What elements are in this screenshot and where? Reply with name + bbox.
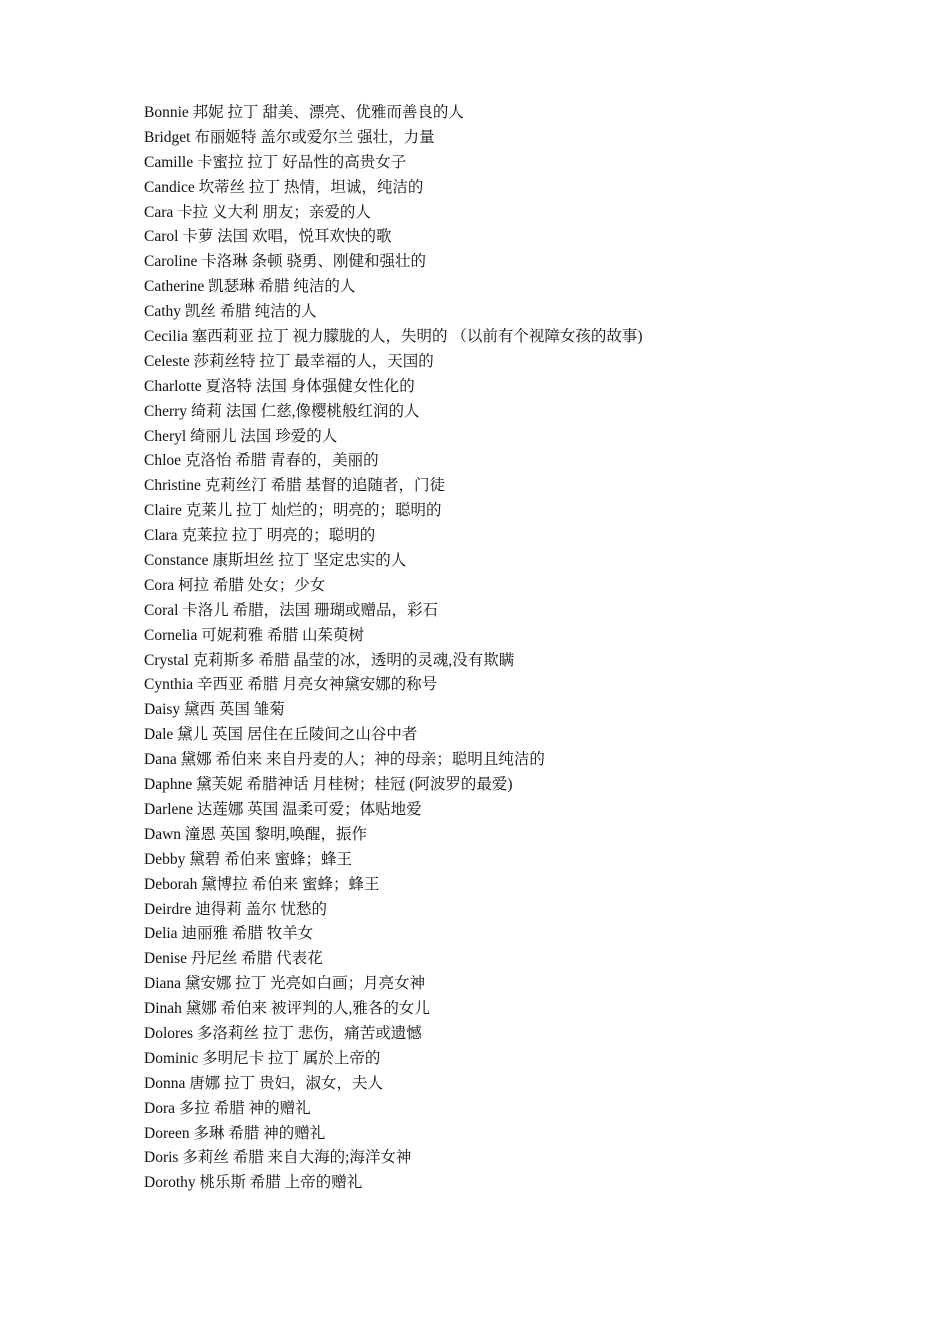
- list-item: Doreen 多琳 希腊 神的赠礼: [144, 1124, 326, 1142]
- list-item: Cornelia 可妮莉雅 希腊 山茱萸树: [144, 626, 364, 644]
- list-item: Cora 柯拉 希腊 处女；少女: [144, 576, 326, 594]
- list-item: Celeste 莎莉丝特 拉丁 最幸福的人，天国的: [144, 352, 434, 370]
- list-item: Candice 坎蒂丝 拉丁 热情，坦诚，纯洁的: [144, 178, 424, 196]
- list-item: Dawn 潼恩 英国 黎明,唤醒，振作: [144, 825, 368, 843]
- list-item: Dominic 多明尼卡 拉丁 属於上帝的: [144, 1049, 381, 1067]
- list-item: Cathy 凯丝 希腊 纯洁的人: [144, 303, 317, 321]
- list-item: Cynthia 辛西亚 希腊 月亮女神黛安娜的称号: [144, 676, 438, 694]
- list-item: Daisy 黛西 英国 雏菊: [144, 701, 285, 719]
- list-item: Bridget 布丽姬特 盖尔或爱尔兰 强壮，力量: [144, 128, 435, 146]
- list-item: Clara 克莱拉 拉丁 明亮的；聪明的: [144, 527, 376, 545]
- list-item: Dana 黛娜 希伯来 来自丹麦的人；神的母亲；聪明且纯洁的: [144, 751, 545, 769]
- list-item: Catherine 凯瑟琳 希腊 纯洁的人: [144, 278, 356, 296]
- list-item: Cecilia 塞西莉亚 拉丁 视力朦胧的人，失明的 （以前有个视障女孩的故事): [144, 328, 643, 346]
- list-item: Dinah 黛娜 希伯来 被评判的人,雅各的女儿: [144, 1000, 430, 1018]
- list-item: Coral 卡洛儿 希腊，法国 珊瑚或赠品，彩石: [144, 601, 439, 619]
- list-item: Charlotte 夏洛特 法国 身体强健女性化的: [144, 377, 415, 395]
- list-item: Christine 克莉丝汀 希腊 基督的追随者，门徒: [144, 477, 445, 495]
- list-item: Delia 迪丽雅 希腊 牧羊女: [144, 925, 314, 943]
- list-item: Claire 克莱儿 拉丁 灿烂的；明亮的；聪明的: [144, 502, 442, 520]
- list-item: Dolores 多洛莉丝 拉丁 悲伤，痛苦或遗憾: [144, 1024, 422, 1042]
- list-item: Carol 卡萝 法国 欢唱，悦耳欢快的歌: [144, 228, 392, 246]
- list-item: Constance 康斯坦丝 拉丁 坚定忠实的人: [144, 552, 407, 570]
- name-list: [144, 101, 864, 1196]
- list-item: Crystal 克莉斯多 希腊 晶莹的冰，透明的灵魂,没有欺瞒: [144, 651, 515, 669]
- list-item: Cherry 绮莉 法国 仁慈,像樱桃般红润的人: [144, 402, 420, 420]
- list-item: Cara 卡拉 义大利 朋友；亲爱的人: [144, 203, 371, 221]
- list-item: Daphne 黛芙妮 希腊神话 月桂树；桂冠 (阿波罗的最爱): [144, 776, 513, 794]
- list-item: Debby 黛碧 希伯来 蜜蜂；蜂王: [144, 850, 352, 868]
- list-item: Deborah 黛博拉 希伯来 蜜蜂；蜂王: [144, 875, 380, 893]
- list-item: Deirdre 迪得莉 盖尔 忧愁的: [144, 900, 327, 918]
- list-item: Donna 唐娜 拉丁 贵妇，淑女，夫人: [144, 1074, 383, 1092]
- list-item: Caroline 卡洛琳 条顿 骁勇、刚健和强壮的: [144, 253, 426, 271]
- list-item: Chloe 克洛怡 希腊 青春的，美丽的: [144, 452, 379, 470]
- list-item: Bonnie 邦妮 拉丁 甜美、漂亮、优雅而善良的人: [144, 104, 464, 121]
- list-item: Camille 卡蜜拉 拉丁 好品性的高贵女子: [144, 153, 407, 171]
- list-item: Darlene 达莲娜 英国 温柔可爱；体贴地爱: [144, 800, 422, 818]
- list-item: Cheryl 绮丽儿 法国 珍爱的人: [144, 427, 338, 445]
- list-item: Dale 黛儿 英国 居住在丘陵间之山谷中者: [144, 726, 418, 744]
- list-item: Diana 黛安娜 拉丁 光亮如白画；月亮女神: [144, 975, 426, 993]
- list-item: Doris 多莉丝 希腊 来自大海的;海洋女神: [144, 1149, 412, 1167]
- list-item: Denise 丹尼丝 希腊 代表花: [144, 950, 323, 968]
- list-item: Dora 多拉 希腊 神的赠礼: [144, 1099, 311, 1117]
- list-item: Dorothy 桃乐斯 希腊 上帝的赠礼: [144, 1174, 363, 1192]
